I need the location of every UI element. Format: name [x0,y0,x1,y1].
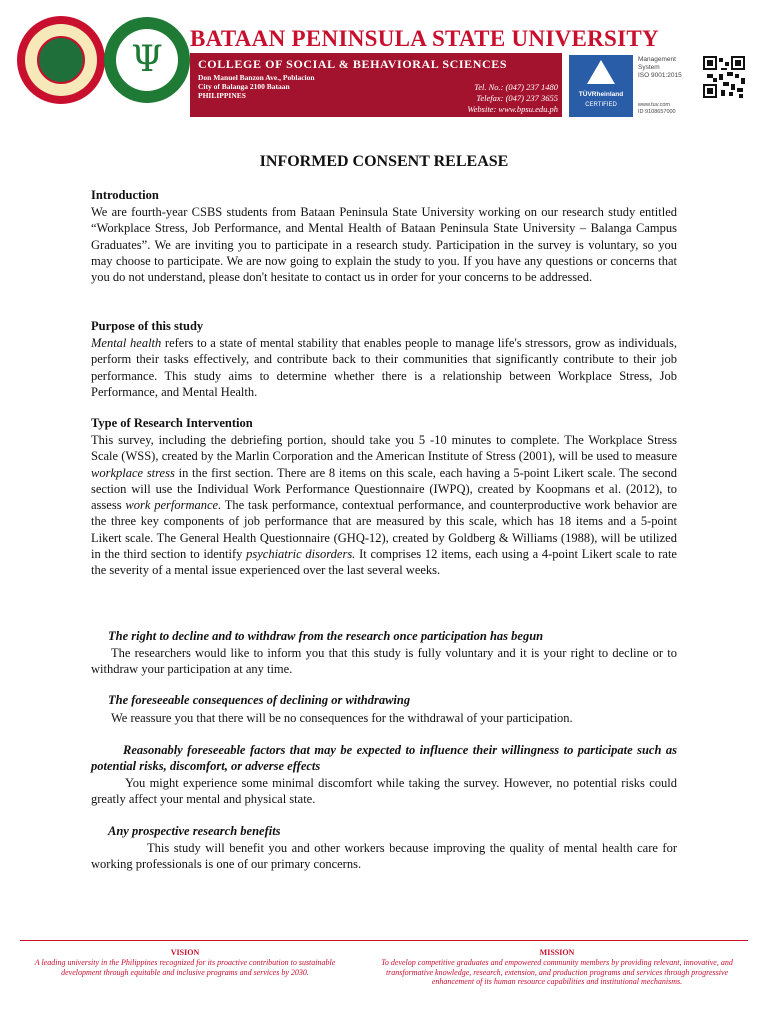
purpose-body: refers to a state of mental stability that enables people to manage life's stressors, grow as individuals, perform their tasks effectively, and contribute back to their communities that significantly contribute to their job performance. This study aims to determine whether there is a relationship between Workplace Stress, Job Performance, and Mental Health. [91,336,678,399]
workplace-stress-term: workplace stress [91,465,175,480]
risks-heading: Reasonably foreseeable factors that may be expected to influence their willingness to participate such as potential risks, discomfort, or adverse effects [91,743,677,774]
mission-text: To develop competitive graduates and empowered community members by providing relevant, innovative, and transformative knowledge, research, extension, and production programs and services through progressive enhancement of its human resource capabilities and institutional mechanisms. [381,958,733,986]
address-line-2: City of Balanga 2100 Bataan [198,82,290,91]
intervention-part-2: in the first section. There are 8 items on this scale, each having a 5-point Likert scale. The second section will use the Individual Work Performance Questionnaire (IWPQ), created by Koopmans et al. (2012), to assess [91,465,677,513]
address-line-3: PHILIPPINES [198,91,246,100]
iso-line-2: System [638,64,660,71]
telephone: Tel. No.: (047) 237 1480 [474,82,558,92]
intervention-part-3: The task performance, contextual performance, and counterproductive work behavior are the three key components of job performance that are measured by this scale, which has 18 items and a 5-point Likert scale. The General Health Questionnaire (GHQ-12), created by Goldberg & Williams (1988), will be utilized in the third section to identify [91,498,677,562]
benefits-heading: Any prospective research benefits [108,824,281,838]
college-name: COLLEGE OF SOCIAL & BEHAVIORAL SCIENCES [198,57,508,71]
iso-line-3: ISO 9001:2015 [638,72,682,79]
iso-id [638,102,700,116]
benefits-text: This study will benefit you and other workers because improving the quality of mental health care for working professionals is one of our primary concerns. [91,841,677,872]
university-name: BATAAN PENINSULA STATE UNIVERSITY [190,26,659,51]
introduction-heading: Introduction [91,188,159,202]
work-performance-term: work performance. [125,498,222,513]
psychiatric-disorders-term: psychiatric disorders. [246,547,356,562]
tuv-certification-badge [569,55,633,117]
consequences-text: We reassure you that there will be no consequences for the withdrawal of your participation. [111,711,573,725]
decline-text: The researchers would like to inform you that this study is fully voluntary and it is your right to decline or to withdraw your participation at any time. [91,646,677,677]
intervention-heading: Type of Research Intervention [91,416,253,430]
iso-info [638,56,700,80]
vision-text: A leading university in the Philippines recognized for its proactive contribution to sustainable development through equitable and inclusive programs and services by 2030. [34,958,336,977]
document-title: INFORMED CONSENT RELEASE [259,153,509,170]
university-seal-logo [17,16,105,104]
cert-label: CERTIFIED [585,102,617,108]
tuv-triangle-icon [587,60,615,84]
website: Website: www.bpsu.edu.ph [467,104,558,114]
purpose-heading: Purpose of this study [91,319,204,333]
cert-brand: TÜVRheinland [578,91,624,98]
mental-health-term: Mental health [91,336,162,350]
psi-icon: Ψ [131,39,163,80]
iso-url: www.tuv.com [638,102,670,108]
college-seal-logo [104,17,190,103]
intervention-part-4: It comprises 12 items, each using a 4-point Likert scale to rate the severity of a mental issue experienced over the last several weeks. [91,547,677,578]
introduction-text: We are fourth-year CSBS students from Bataan Peninsula State University working on our research study entitled “Workplace Stress, Job Performance, and Mental Health of Bataan Peninsula State University – Balanga Campus Graduates”. We are inviting you to participate in a research study. Participation in the survey is voluntary, so you may choose to participate. We are now going to explain the study to you. If you have any questions or concerns that you do not understand, please don't hesitate to contact us in order for your concerns to be addressed. [91,205,677,285]
intervention-part-1: This survey, including the debriefing portion, should take you 5 -10 minutes to complete. The Workplace Stress Scale (WSS), created by the Marlin Corporation and the American Institute of Stress (2001), will be used to measure [91,433,677,464]
iso-line-1: Management [638,56,676,63]
iso-id-number: ID 9108657000 [638,109,676,115]
college-banner [190,53,562,117]
address-line-1: Don Manuel Banzon Ave., Poblacion [198,73,315,82]
consequences-heading: The foreseeable consequences of declining or withdrawing [108,693,411,707]
risks-text: You might experience some minimal discomfort while taking the survey. However, no potential risks could greatly affect your mental and physical state. [91,776,677,807]
purpose-text [91,335,677,400]
vision-title: VISION [170,948,200,957]
footer-divider [20,940,748,941]
qr-code-icon [703,56,745,98]
mission-title: MISSION [539,948,575,957]
intervention-text [91,432,677,579]
telefax: Telefax: (047) 237 3655 [476,93,558,103]
decline-heading: The right to decline and to withdraw from the research once participation has begun [108,629,544,643]
